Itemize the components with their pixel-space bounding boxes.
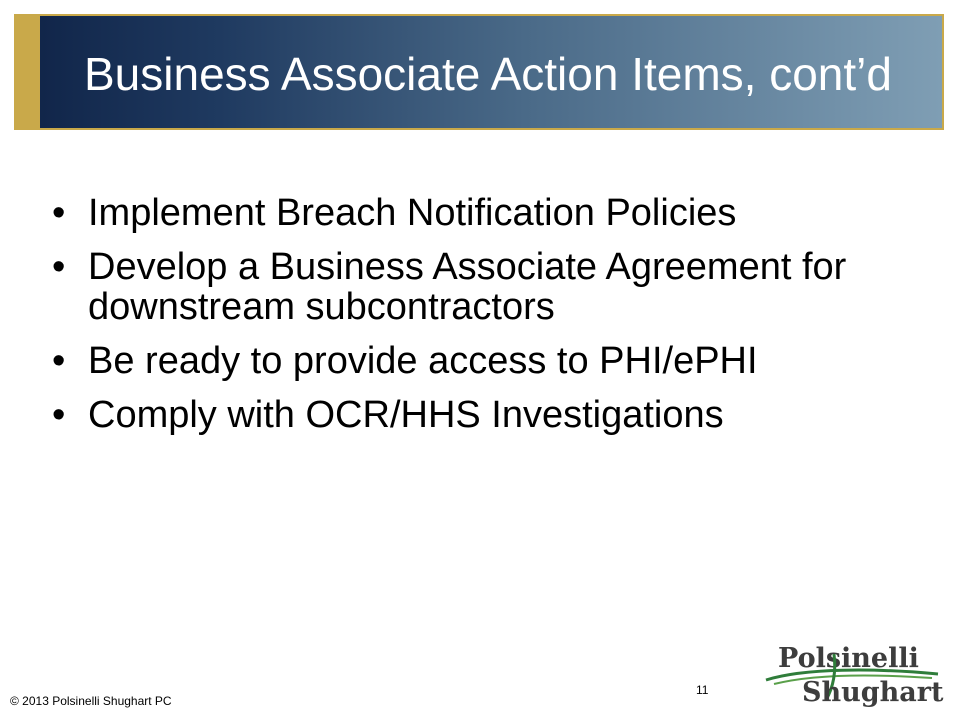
- bullet-item: [52, 341, 912, 381]
- logo-text-line1: Polsinelli: [778, 643, 919, 674]
- bullet-text: Develop a Business Associate Agreement for downstream subcontractors: [88, 246, 847, 328]
- company-logo: [764, 640, 944, 712]
- copyright-notice: © 2013 Polsinelli Shughart PC: [10, 694, 172, 708]
- logo-text-line2: Shughart: [802, 677, 944, 708]
- bullet-text: Be ready to provide access to PHI/ePHI: [88, 340, 758, 382]
- bullet-item: [52, 247, 912, 327]
- bullet-item: [52, 395, 912, 435]
- title-accent-strip: [16, 16, 40, 128]
- bullet-marker: •: [52, 192, 66, 234]
- bullet-item: [52, 193, 912, 233]
- bullet-marker: •: [52, 394, 66, 436]
- slide-title: Business Associate Action Items, cont’d: [84, 48, 892, 100]
- page-number: 11: [696, 683, 709, 697]
- title-banner: [14, 14, 944, 130]
- bullet-list: [52, 193, 912, 449]
- bullet-marker: •: [52, 246, 66, 288]
- bullet-marker: •: [52, 340, 66, 382]
- bullet-text: Comply with OCR/HHS Investigations: [88, 394, 724, 436]
- bullet-text: Implement Breach Notification Policies: [88, 192, 737, 234]
